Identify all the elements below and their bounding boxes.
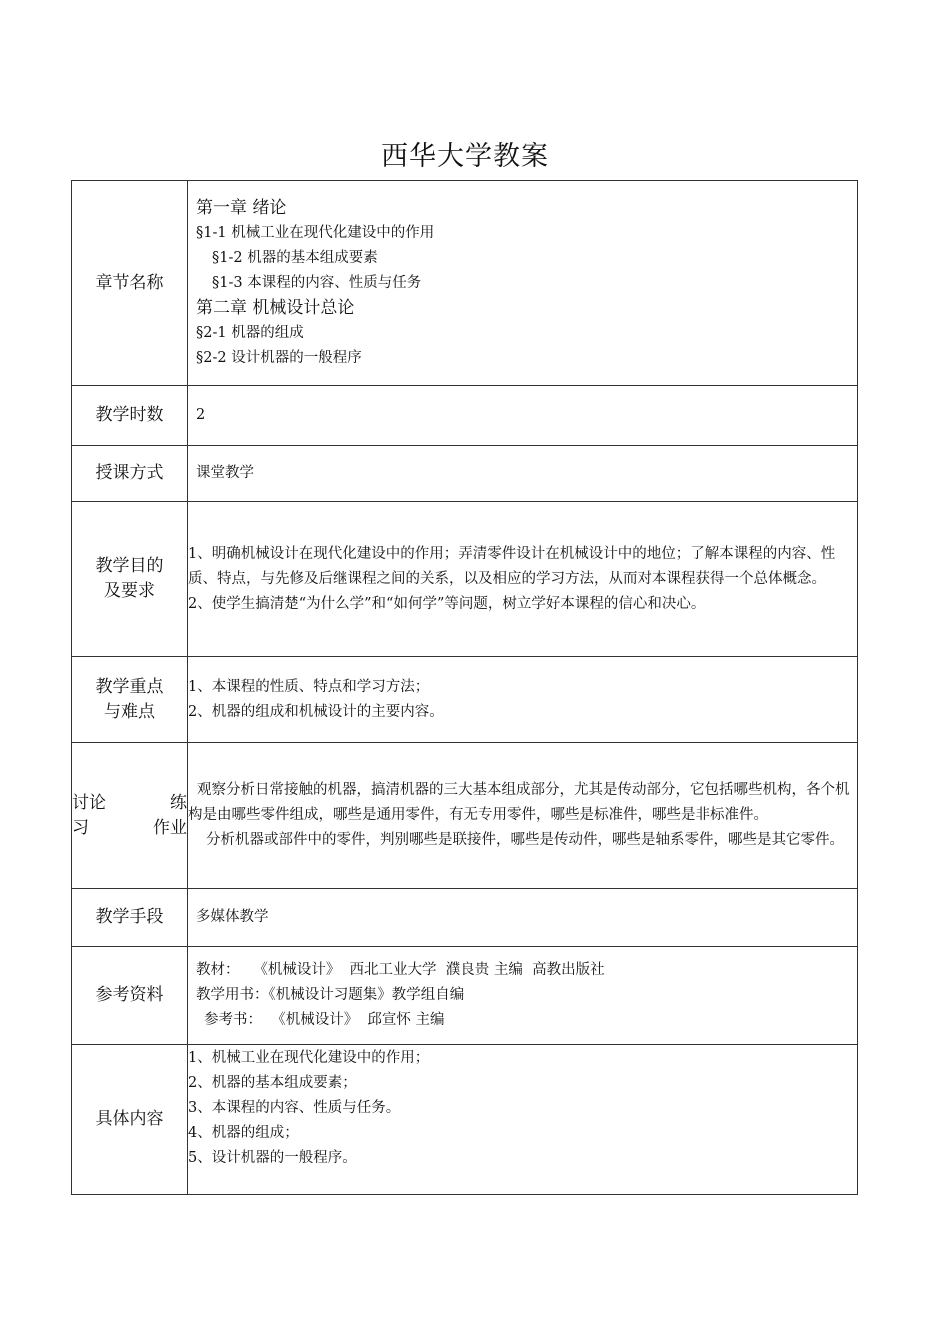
label-discussion-a2: 练 — [170, 792, 187, 813]
label-discussion-b1: 习 — [72, 817, 89, 838]
method-text: 课堂教学 — [196, 465, 254, 481]
discussion-paragraph-2: 分析机器或部件中的零件，判别哪些是联接件，哪些是传动件，哪些是轴系零件，哪些是其它零件。 — [206, 832, 844, 848]
label-discussion-a1: 讨论 — [72, 792, 106, 813]
row-hours — [72, 386, 858, 446]
label-goals-line1: 教学目的 — [95, 556, 164, 576]
page-title: 西华大学教案 — [381, 141, 549, 172]
lesson-plan-table — [71, 180, 858, 1195]
label-chapter: 章节名称 — [72, 181, 188, 386]
hours-value — [188, 386, 858, 446]
references-content — [188, 947, 858, 1045]
content-item-2: 2、机器的基本组成要素； — [188, 1075, 357, 1091]
label-goals — [72, 502, 188, 657]
goals-content — [188, 502, 858, 657]
label-goals-line2: 及要求 — [104, 581, 155, 601]
content-list — [188, 1045, 858, 1195]
means-value — [188, 889, 858, 947]
label-content: 具体内容 — [72, 1045, 188, 1195]
label-discussion — [72, 743, 188, 889]
label-discussion-b2: 作业 — [153, 817, 187, 838]
discussion-paragraph-1: 观察分析日常接触的机器，搞清机器的三大基本组成部分，尤其是传动部分，它包括哪些机构，各个机构是由哪些零件组成，哪些是通用零件，有无专用零件，哪些是标准件，哪些是非标准件。 — [188, 782, 850, 823]
row-content — [72, 1045, 858, 1195]
row-means — [72, 889, 858, 947]
reference-textbook: 教材： 《机械设计》 西北工业大学 濮良贵 主编 高教出版社 — [196, 962, 605, 978]
row-discussion — [72, 743, 858, 889]
content-item-5: 5、设计机器的一般程序。 — [188, 1150, 357, 1166]
keypoint-item-1: 1、本课程的性质、特点和学习方法； — [188, 678, 430, 695]
keypoint-item-2: 2、机器的组成和机械设计的主要内容。 — [188, 703, 444, 720]
chapter-list — [188, 181, 858, 386]
keypoints-content — [188, 657, 858, 743]
hours-text: 2 — [196, 407, 206, 423]
row-chapter — [72, 181, 858, 386]
method-value — [188, 446, 858, 502]
label-discussion-line1 — [72, 791, 187, 816]
section-1-3: §1-3 本课程的内容、性质与任务 — [212, 274, 422, 291]
goal-item-1: 1、明确机械设计在现代化建设中的作用；弄清零件设计在机械设计中的地位；了解本课程的内容、性质、特点，与先修及后继课程之间的关系，以及相应的学习方法，从而对本课程获得一个总体概念。 — [188, 545, 836, 587]
row-goals — [72, 502, 858, 657]
section-2-1: §2-1 机器的组成 — [196, 324, 304, 341]
discussion-content — [188, 743, 858, 889]
section-1-1: §1-1 机械工业在现代化建设中的作用 — [196, 224, 435, 241]
label-means: 教学手段 — [72, 889, 188, 947]
row-method — [72, 446, 858, 502]
label-references: 参考资料 — [72, 947, 188, 1045]
label-keypoints — [72, 657, 188, 743]
section-2-2: §2-2 设计机器的一般程序 — [196, 349, 362, 366]
chapter-1-title: 第一章 绪论 — [196, 197, 287, 218]
row-references — [72, 947, 858, 1045]
label-hours: 教学时数 — [72, 386, 188, 446]
label-discussion-line2 — [72, 816, 187, 841]
content-item-4: 4、机器的组成； — [188, 1125, 299, 1141]
section-1-2: §1-2 机器的基本组成要素 — [212, 249, 378, 266]
content-item-1: 1、机械工业在现代化建设中的作用； — [188, 1050, 430, 1066]
goal-item-2: 2、使学生搞清楚“为什么学”和“如何学”等问题，树立学好本课程的信心和决心。 — [188, 595, 706, 612]
chapter-2-title: 第二章 机械设计总论 — [196, 297, 355, 318]
label-method: 授课方式 — [72, 446, 188, 502]
reference-book: 参考书： 《机械设计》 邱宣怀 主编 — [204, 1012, 445, 1028]
row-keypoints — [72, 657, 858, 743]
means-text: 多媒体教学 — [196, 909, 269, 925]
label-keypoints-line2: 与难点 — [104, 701, 155, 722]
label-keypoints-line1: 教学重点 — [95, 676, 164, 697]
reference-exercise-book: 教学用书：《机械设计习题集》教学组自编 — [196, 987, 465, 1003]
content-item-3: 3、本课程的内容、性质与任务。 — [188, 1100, 401, 1116]
